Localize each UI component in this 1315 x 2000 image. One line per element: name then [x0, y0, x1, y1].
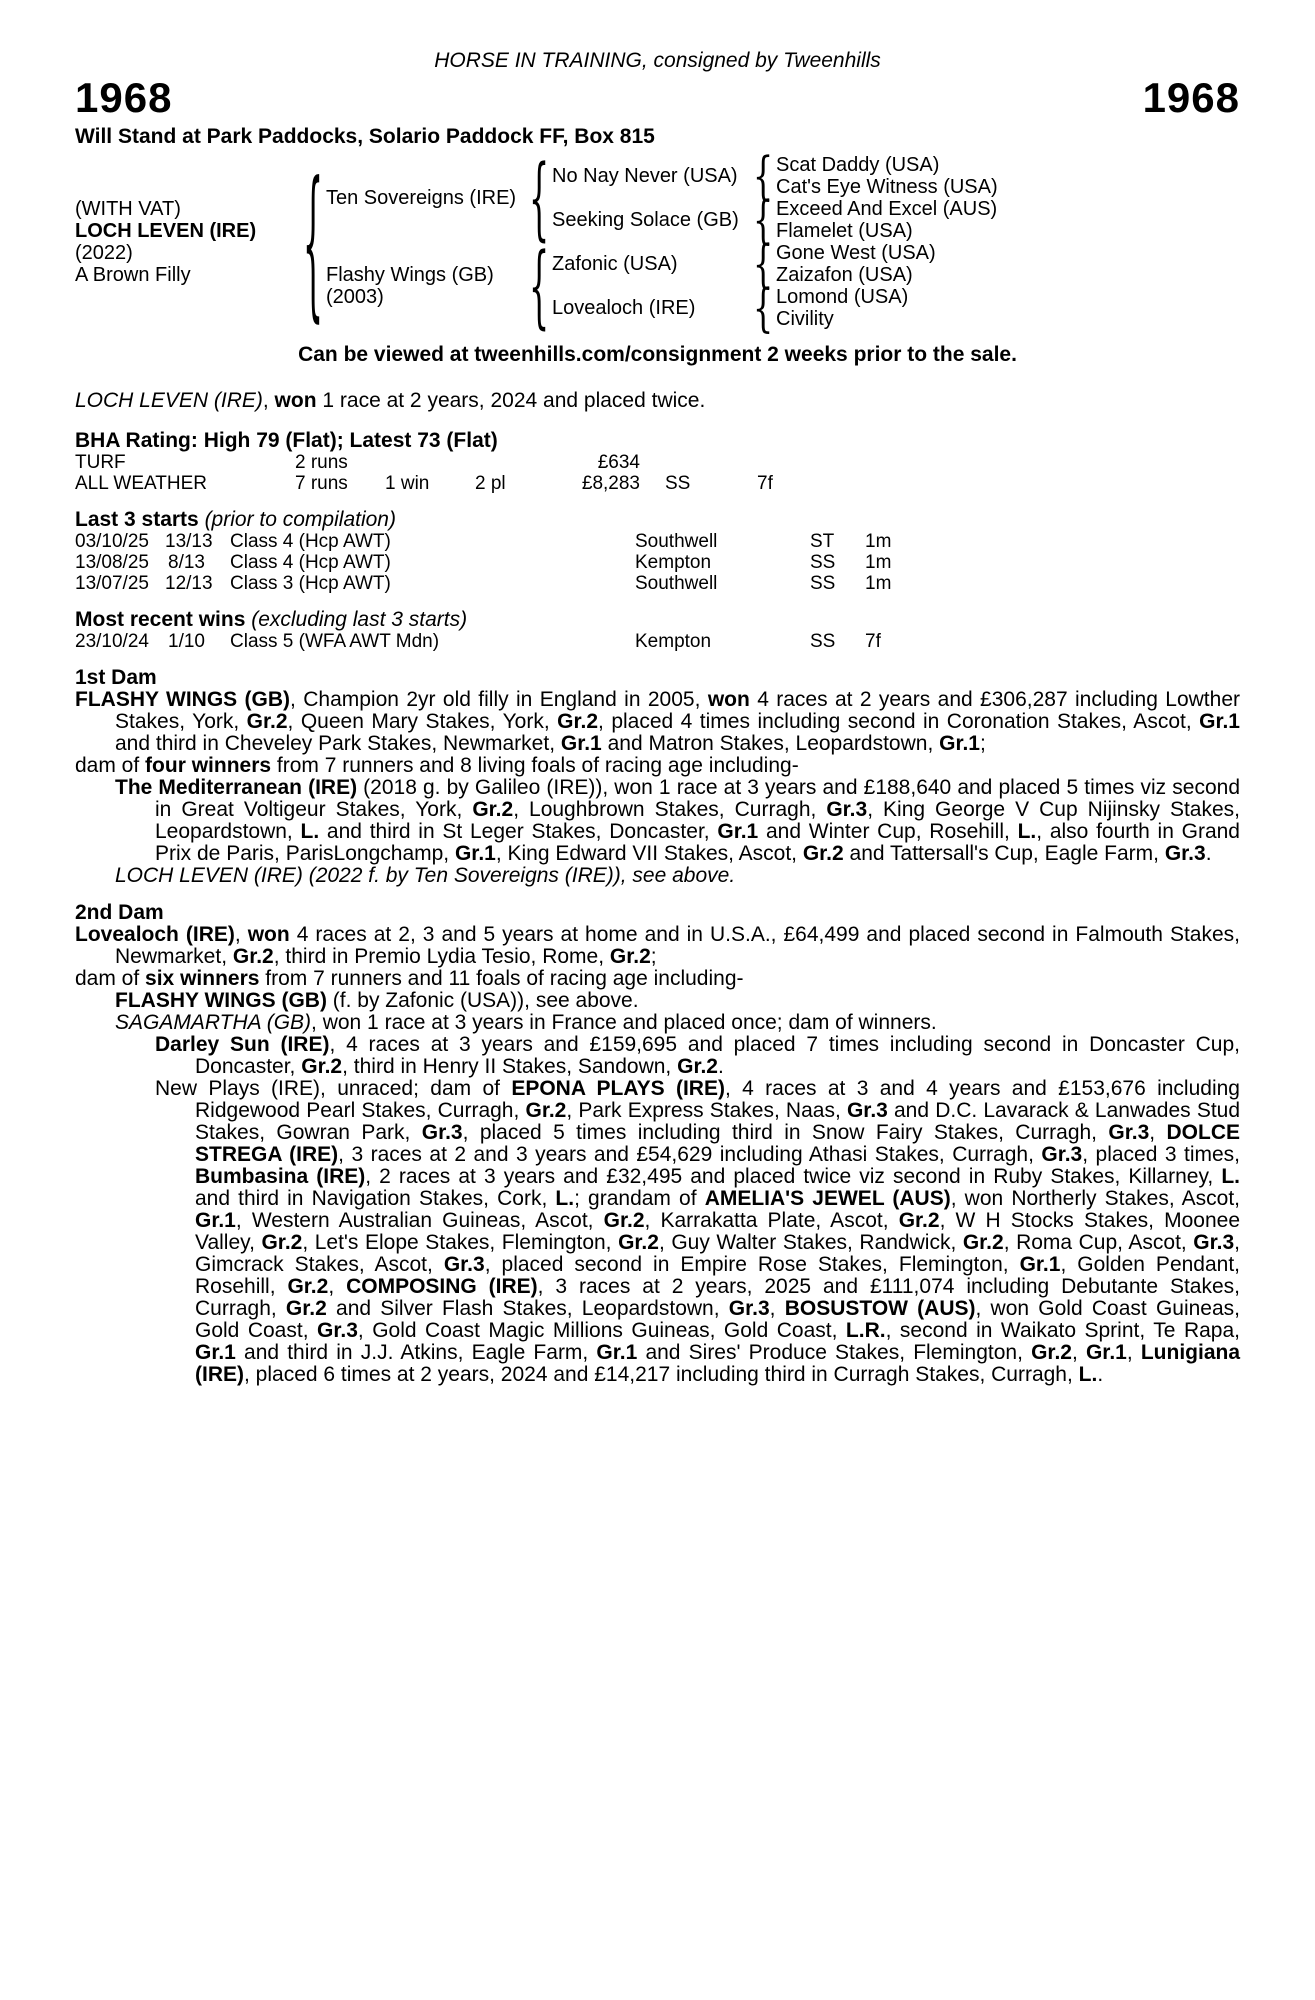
dam-dam-name: Lovealoch (IRE)	[552, 297, 696, 319]
consignment-title: HORSE IN TRAINING, consigned by Tweenhills	[434, 49, 881, 72]
sire-sire-parents	[776, 154, 998, 198]
recent-wins-heading: Most recent wins (excluding last 3 starts)	[75, 608, 468, 631]
record-places	[475, 452, 565, 473]
sire-parents-column	[552, 145, 998, 251]
race-course: Southwell	[635, 573, 718, 594]
dam-sire-dam-name: Zaizafon (USA)	[776, 264, 913, 286]
race-row	[75, 531, 1240, 552]
race-going: ST	[810, 531, 835, 552]
dam-year: (2003)	[326, 286, 384, 308]
race-course: Kempton	[635, 631, 712, 652]
dam-sire-brace: {	[752, 233, 774, 295]
race-date: 23/10/24	[75, 631, 149, 652]
second-dam-section	[75, 902, 1240, 1386]
race-distance: 1m	[865, 531, 892, 552]
dam-parents-column	[552, 233, 936, 339]
record-earnings: £8,283	[581, 473, 640, 494]
produce-entry: Darley Sun (IRE), 4 races at 3 years and £159,695 and placed 7 times including second in Doncaster Cup, Doncaster, Gr.2, third in Henry II Stakes, Sandown, Gr.2.	[155, 1033, 1240, 1078]
viewing-note: Can be viewed at tweenhills.com/consignment 2 weeks prior to the sale.	[298, 343, 1017, 366]
dam-dam-node	[552, 277, 936, 339]
race-summary: LOCH LEVEN (IRE), won 1 race at 2 years, 2024 and placed twice.	[75, 389, 706, 412]
second-dam-record: Lovealoch (IRE), won 4 races at 2, 3 and 5 years at home and in U.S.A., £64,499 and placed second in Falmouth Stakes, Newmarket, Gr.2, third in Premio Lydia Tesio, Rome, Gr.2;	[75, 923, 1240, 968]
race-position: 8/13	[168, 552, 205, 573]
dam-dam-sire-name: Lomond (USA)	[776, 286, 909, 308]
sire-sire-node	[552, 145, 998, 207]
record-wins	[385, 452, 475, 473]
dam-name-block	[326, 264, 526, 308]
race-position: 13/13	[165, 531, 213, 552]
race-date: 13/07/25	[75, 573, 149, 594]
record-earnings: £634	[597, 452, 640, 473]
sire-name: Ten Sovereigns (IRE)	[326, 187, 517, 209]
horse-description: A Brown Filly	[75, 264, 191, 286]
last-starts-section	[75, 509, 1240, 594]
record-runs: 2 runs	[295, 452, 348, 473]
produce-entry: LOCH LEVEN (IRE) (2022 f. by Ten Sovereigns (IRE)), see above.	[115, 864, 736, 887]
sire-dam-sire-name: Exceed And Excel (AUS)	[776, 198, 998, 220]
sire-dam-dam-name: Flamelet (USA)	[776, 220, 913, 242]
dam-brace: {	[528, 232, 550, 340]
record-surface: ALL WEATHER	[75, 473, 207, 494]
sire-dam-parents	[776, 198, 997, 242]
race-course: Kempton	[635, 552, 712, 573]
race-class: Class 5 (WFA AWT Mdn)	[230, 631, 440, 652]
record-row-allweather	[75, 473, 1240, 494]
sire-sire-sire-name: Scat Daddy (USA)	[776, 154, 940, 176]
dam-sire-name: Zafonic (USA)	[552, 253, 678, 275]
pedigree-root	[75, 198, 300, 286]
first-dam-record: FLASHY WINGS (GB), Champion 2yr old filly in England in 2005, won 4 races at 2 years and £306,287 including Lowther Stakes, York, Gr.2, Queen Mary Stakes, York, Gr.2, placed 4 times including second in Coronation Stakes, Ascot, Gr.1 and third in Cheveley Park Stakes, Newmarket, Gr.1 and Matron Stakes, Leopardstown, Gr.1;	[75, 688, 1240, 755]
produce-entry: FLASHY WINGS (GB) (f. by Zafonic (USA)), see above.	[115, 989, 639, 1012]
race-class: Class 4 (Hcp AWT)	[230, 552, 391, 573]
race-distance: 1m	[865, 573, 892, 594]
bha-rating-line: BHA Rating: High 79 (Flat); Latest 73 (Flat)	[75, 429, 498, 452]
record-distance	[757, 452, 1240, 473]
record-wins: 1 win	[385, 473, 430, 494]
recent-wins-section	[75, 609, 1240, 652]
race-going: SS	[810, 573, 836, 594]
dam-dam-brace: {	[752, 277, 774, 339]
race-distance: 7f	[865, 631, 881, 652]
race-distance: 1m	[865, 552, 892, 573]
race-course: Southwell	[635, 531, 718, 552]
dam-node	[326, 232, 998, 340]
lot-number-right: 1968	[1142, 74, 1240, 121]
race-date: 03/10/25	[75, 531, 149, 552]
dam-dam-parents	[776, 286, 908, 330]
sire-dam-name: Seeking Solace (GB)	[552, 209, 739, 231]
sire-sire-brace: {	[752, 145, 774, 207]
root-brace: {	[302, 145, 324, 339]
record-surface: TURF	[75, 452, 126, 473]
produce-entry: SAGAMARTHA (GB), won 1 race at 3 years in France and placed once; dam of winners.	[115, 1011, 937, 1034]
stand-location-line: Will Stand at Park Paddocks, Solario Paddock FF, Box 815	[75, 125, 655, 148]
race-row	[75, 631, 1240, 652]
record-going	[640, 452, 757, 473]
record-distance: 7f	[757, 473, 773, 494]
dam-dam-dam-name: Civility	[776, 308, 834, 330]
sire-dam-brace: {	[752, 189, 774, 251]
race-class: Class 3 (Hcp AWT)	[230, 573, 391, 594]
dam-sire-parents	[776, 242, 936, 286]
race-row	[75, 552, 1240, 573]
race-going: SS	[810, 552, 836, 573]
vat-note: (WITH VAT)	[75, 198, 181, 220]
record-runs: 7 runs	[295, 473, 348, 494]
first-dam-section	[75, 667, 1240, 887]
dam-name: Flashy Wings (GB)	[326, 264, 494, 286]
generation-1-column	[326, 144, 998, 340]
foaling-year: (2022)	[75, 242, 133, 264]
race-going: SS	[810, 631, 836, 652]
produce-entry: The Mediterranean (IRE) (2018 g. by Galileo (IRE)), won 1 race at 3 years and £188,640 and placed 5 times viz second in Great Voltigeur Stakes, York, Gr.2, Loughbrown Stakes, Curragh, Gr.3, King George V Cup Nijinsky Stakes, Leopardstown, L. and third in St Leger Stakes, Doncaster, Gr.1 and Winter Cup, Rosehill, L., also fourth in Grand Prix de Paris, ParisLongchamp, Gr.1, King Edward VII Stakes, Ascot, Gr.2 and Tattersall's Cup, Eagle Farm, Gr.3.	[115, 776, 1240, 865]
race-class: Class 4 (Hcp AWT)	[230, 531, 391, 552]
sire-node	[326, 144, 998, 252]
lot-number-row	[75, 76, 1240, 120]
first-dam-produce-intro: dam of four winners from 7 runners and 8 living foals of racing age including-	[75, 754, 799, 777]
sire-dam-node	[552, 189, 998, 251]
bha-rating-section	[75, 430, 1240, 494]
sire-brace: {	[528, 144, 550, 252]
first-dam-heading: 1st Dam	[75, 666, 157, 689]
race-position: 12/13	[165, 573, 213, 594]
dam-sire-sire-name: Gone West (USA)	[776, 242, 936, 264]
pedigree-table	[75, 144, 1240, 340]
dam-sire-node	[552, 233, 936, 295]
record-going: SS	[665, 473, 691, 494]
lot-number-left: 1968	[75, 74, 173, 121]
race-position: 1/10	[168, 631, 205, 652]
record-places: 2 pl	[475, 473, 506, 494]
second-dam-produce-intro: dam of six winners from 7 runners and 11 foals of racing age including-	[75, 967, 744, 990]
race-row	[75, 573, 1240, 594]
produce-entry: New Plays (IRE), unraced; dam of EPONA PLAYS (IRE), 4 races at 3 and 4 years and £153,676 including Ridgewood Pearl Stakes, Curragh, Gr.2, Park Express Stakes, Naas, Gr.3 and D.C. Lavarack & Lanwades Stud Stakes, Gowran Park, Gr.3, placed 5 times including third in Snow Fairy Stakes, Curragh, Gr.3, DOLCE STREGA (IRE), 3 races at 2 and 3 years and £54,629 including Athasi Stakes, Curragh, Gr.3, placed 3 times, Bumbasina (IRE), 2 races at 3 years and £32,495 and placed twice viz second in Ruby Stakes, Killarney, L. and third in Navigation Stakes, Cork, L.; grandam of AMELIA'S JEWEL (AUS), won Northerly Stakes, Ascot, Gr.1, Western Australian Guineas, Ascot, Gr.2, Karrakatta Plate, Ascot, Gr.2, W H Stocks Stakes, Moonee Valley, Gr.2, Let's Elope Stakes, Flemington, Gr.2, Guy Walter Stakes, Randwick, Gr.2, Roma Cup, Ascot, Gr.3, Gimcrack Stakes, Ascot, Gr.3, placed second in Empire Rose Stakes, Flemington, Gr.1, Golden Pendant, Rosehill, Gr.2, COMPOSING (IRE), 3 races at 2 years, 2025 and £111,074 including Debutante Stakes, Curragh, Gr.2 and Silver Flash Stakes, Leopardstown, Gr.3, BOSUSTOW (AUS), won Gold Coast Guineas, Gold Coast, Gr.3, Gold Coast Magic Millions Guineas, Gold Coast, L.R., second in Waikato Sprint, Te Rapa, Gr.1 and third in J.J. Atkins, Eagle Farm, Gr.1 and Sires' Produce Stakes, Flemington, Gr.2, Gr.1, Lunigiana (IRE), placed 6 times at 2 years, 2024 and £14,217 including third in Curragh Stakes, Curragh, L..	[155, 1077, 1241, 1386]
second-dam-heading: 2nd Dam	[75, 901, 164, 924]
last-starts-heading: Last 3 starts (prior to compilation)	[75, 508, 396, 531]
sire-sire-dam-name: Cat's Eye Witness (USA)	[776, 176, 998, 198]
sire-sire-name: No Nay Never (USA)	[552, 165, 738, 187]
record-row-turf	[75, 452, 1240, 473]
horse-name: LOCH LEVEN (IRE)	[75, 220, 257, 242]
race-date: 13/08/25	[75, 552, 149, 573]
